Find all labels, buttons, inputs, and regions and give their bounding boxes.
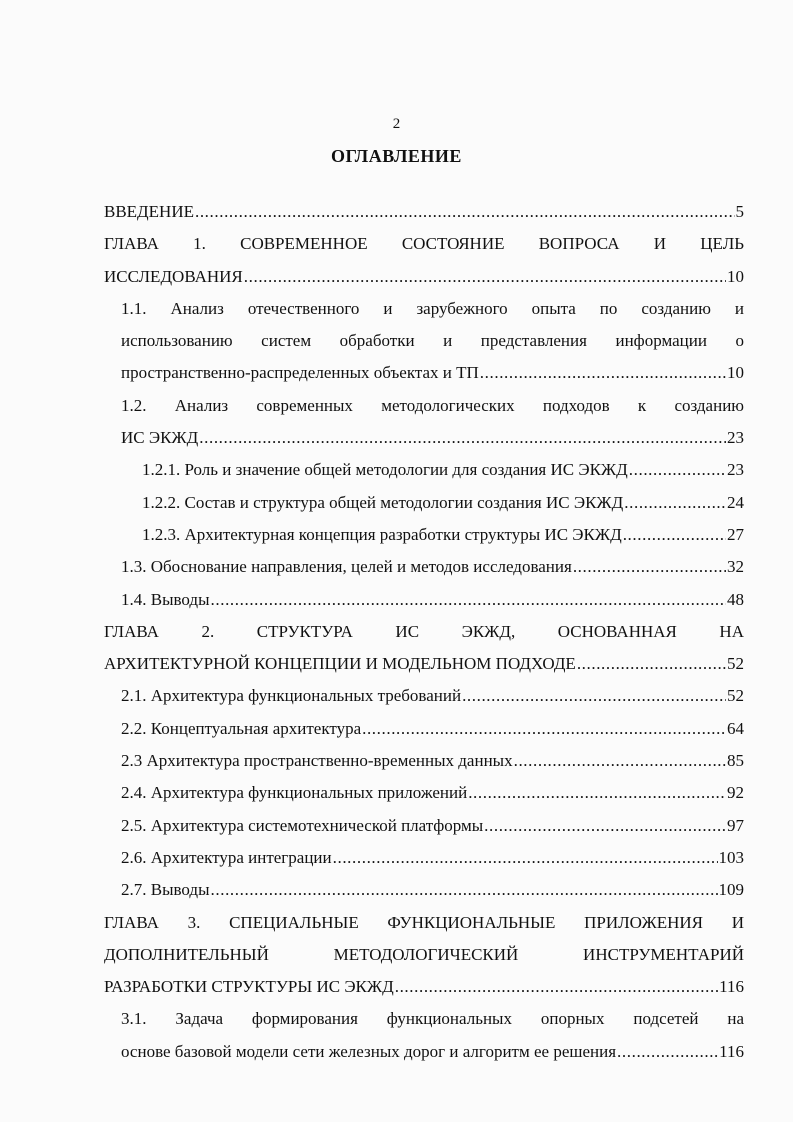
toc-entry-page: 52 xyxy=(727,654,744,674)
toc-entry-title: ИС ЭКЖД xyxy=(121,428,199,448)
toc-section-1-1-line-3[interactable] xyxy=(104,357,744,389)
toc-section-1-1-line-1[interactable]: 1.1. Анализ отечественного и зарубежного опыта по созданию и xyxy=(121,298,744,318)
toc-chapter-2-line-1[interactable]: ГЛАВА 2. СТРУКТУРА ИС ЭКЖД, ОСНОВАННАЯ НА xyxy=(104,621,744,641)
toc-chapter-3-line-1[interactable]: ГЛАВА 3. СПЕЦИАЛЬНЫЕ ФУНКЦИОНАЛЬНЫЕ ПРИЛОЖЕНИЯ И xyxy=(104,912,744,932)
toc-entry-page: 116 xyxy=(719,1041,744,1061)
toc-chapter-1-line-2[interactable] xyxy=(104,261,744,293)
toc-section-3-1-line-1[interactable]: 3.1. Задача формирования функциональных опорных подсетей на xyxy=(121,1009,744,1029)
toc-entry-title: пространственно-распределенных объектах и ТП xyxy=(121,363,479,383)
toc-entry-intro[interactable] xyxy=(104,196,744,228)
toc-entry-page: 64 xyxy=(727,718,744,738)
toc-entry-page: 109 xyxy=(718,880,744,900)
toc-section-2-2[interactable] xyxy=(104,713,744,745)
toc-section-1-4[interactable] xyxy=(104,584,744,616)
toc-entry-page: 92 xyxy=(727,783,744,803)
dot-leader xyxy=(617,1036,718,1068)
dot-leader xyxy=(480,357,726,389)
toc-section-1-2-3[interactable] xyxy=(104,519,744,551)
toc-entry-page: 85 xyxy=(727,751,744,771)
toc-entry-page: 97 xyxy=(727,815,744,835)
dot-leader xyxy=(244,261,726,293)
toc-section-1-1-line-2[interactable]: использованию систем обработки и представления информации о xyxy=(121,331,744,351)
toc-section-3-1-line-2[interactable] xyxy=(104,1036,744,1068)
dot-leader xyxy=(624,487,726,519)
toc-entry-title: ИССЛЕДОВАНИЯ xyxy=(104,266,243,286)
toc-entry-title: 2.1. Архитектура функциональных требований xyxy=(121,686,462,706)
dot-leader xyxy=(199,422,726,454)
dot-leader xyxy=(629,454,726,486)
toc-entry-title: 1.4. Выводы xyxy=(121,589,210,609)
page-title: ОГЛАВЛЕНИЕ xyxy=(331,146,462,166)
dot-leader xyxy=(623,519,726,551)
toc-entry-page: 52 xyxy=(727,686,744,706)
toc-entry-page: 23 xyxy=(727,460,744,480)
toc-entry-title: 1.2.3. Архитектурная концепция разработки структуры ИС ЭКЖД xyxy=(142,524,622,544)
toc-entry-page: 23 xyxy=(727,428,744,448)
toc-entry-page: 24 xyxy=(727,492,744,512)
toc-section-2-5[interactable] xyxy=(104,810,744,842)
dot-leader xyxy=(484,810,726,842)
toc-section-1-3[interactable] xyxy=(104,551,744,583)
toc-entry-page: 32 xyxy=(727,557,744,577)
toc-chapter-2-line-2[interactable] xyxy=(104,648,744,680)
dot-leader xyxy=(462,680,726,712)
toc-chapter-1-line-1[interactable]: ГЛАВА 1. СОВРЕМЕННОЕ СОСТОЯНИЕ ВОПРОСА И ЦЕЛЬ xyxy=(104,234,744,254)
dot-leader xyxy=(468,777,726,809)
toc-entry-title: 2.7. Выводы xyxy=(121,880,210,900)
toc-entry-title: 1.3. Обоснование направления, целей и методов исследования xyxy=(121,557,572,577)
toc-section-2-3[interactable] xyxy=(104,745,744,777)
toc-section-2-6[interactable] xyxy=(104,842,744,874)
dot-leader xyxy=(211,584,726,616)
dot-leader xyxy=(514,745,726,777)
dot-leader xyxy=(577,648,726,680)
toc-entry-page: 116 xyxy=(719,977,744,997)
toc-entry-page: 103 xyxy=(718,847,744,867)
toc-entry-title: 2.2. Концептуальная архитектура xyxy=(121,718,362,738)
dot-leader xyxy=(395,971,718,1003)
dot-leader xyxy=(195,196,735,228)
toc-chapter-3-line-2[interactable]: ДОПОЛНИТЕЛЬНЫЙ МЕТОДОЛОГИЧЕСКИЙ ИНСТРУМЕНТАРИЙ xyxy=(104,944,744,964)
toc-section-1-2-line-1[interactable]: 1.2. Анализ современных методологических подходов к созданию xyxy=(121,395,744,415)
toc-entry-title: РАЗРАБОТКИ СТРУКТУРЫ ИС ЭКЖД xyxy=(104,977,394,997)
page-number: 2 xyxy=(392,116,401,132)
toc-entry-title: 2.5. Архитектура системотехнической платформы xyxy=(121,815,484,835)
toc-entry-title: 2.4. Архитектура функциональных приложений xyxy=(121,783,468,803)
toc-entry-title: 2.6. Архитектура интеграции xyxy=(121,847,332,867)
toc-entry-title: ВВЕДЕНИЕ xyxy=(104,202,194,221)
toc-entry-page: 27 xyxy=(727,524,744,544)
dot-leader xyxy=(333,842,718,874)
toc-section-2-7[interactable] xyxy=(104,874,744,906)
toc-entry-title: 1.2.1. Роль и значение общей методологии для создания ИС ЭКЖД xyxy=(142,460,628,480)
toc-entry-page: 10 xyxy=(727,363,744,383)
toc-section-1-2-line-2[interactable] xyxy=(104,422,744,454)
toc-entry-title: основе базовой модели сети железных дорог и алгоритм ее решения xyxy=(121,1041,617,1061)
toc-entry-title: АРХИТЕКТУРНОЙ КОНЦЕПЦИИ И МОДЕЛЬНОМ ПОДХОДЕ xyxy=(104,654,576,674)
dot-leader xyxy=(362,713,726,745)
dot-leader xyxy=(573,551,726,583)
toc-section-1-2-1[interactable] xyxy=(104,454,744,486)
toc-entry-title: 1.2.2. Состав и структура общей методологии создания ИС ЭКЖД xyxy=(142,492,624,512)
toc-entry-title: 2.3 Архитектура пространственно-временных данных xyxy=(121,751,513,771)
dot-leader xyxy=(211,874,718,906)
toc-section-2-4[interactable] xyxy=(104,777,744,809)
toc-section-1-2-2[interactable] xyxy=(104,487,744,519)
toc-section-2-1[interactable] xyxy=(104,680,744,712)
toc-entry-page: 5 xyxy=(735,202,744,221)
toc-entry-page: 48 xyxy=(727,589,744,609)
toc-entry-page: 10 xyxy=(727,266,744,286)
toc-chapter-3-line-3[interactable] xyxy=(104,971,744,1003)
table-of-contents xyxy=(104,196,744,1068)
